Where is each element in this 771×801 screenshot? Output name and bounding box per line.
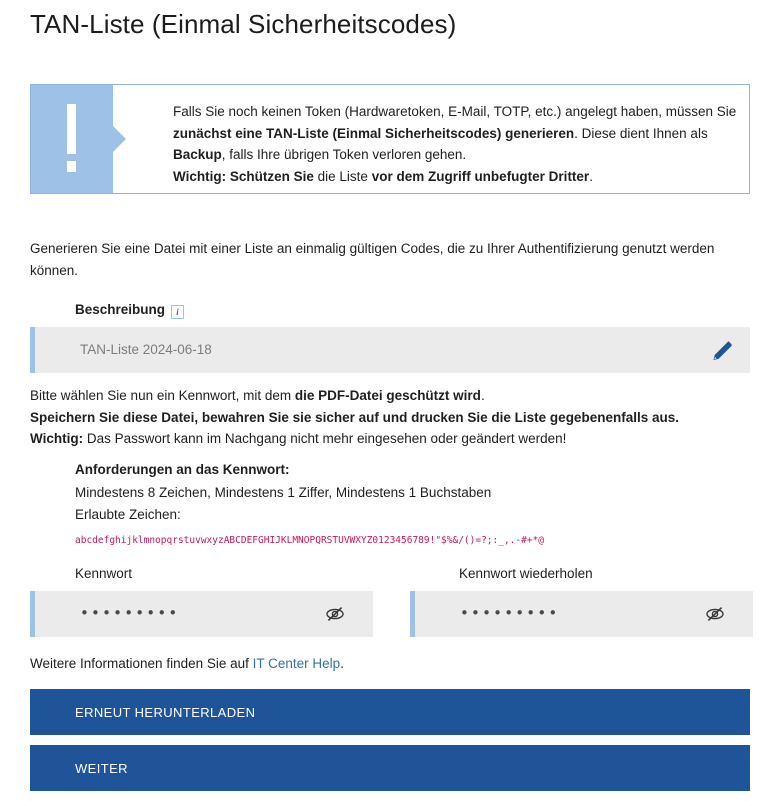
description-value: TAN-Liste 2024-06-18 <box>80 342 212 357</box>
alert-line1-prefix: Falls Sie noch keinen Token (Hardwaretoken, E-Mail, TOTP, etc.) angelegt haben, müssen Sie <box>173 104 737 119</box>
alert-line3-bold-b: vor dem Zugriff unbefugter Dritter <box>371 168 590 184</box>
alert-line1-suffix: . Diese dient Ihnen als <box>574 125 708 141</box>
alert-line3-end: . <box>589 168 593 184</box>
info-icon[interactable]: i <box>171 305 184 319</box>
instr-line2-bold: Speichern Sie diese Datei, bewahren Sie sie sicher auf und drucken Sie die Liste gegebenenfalls aus. <box>30 409 679 425</box>
password-requirements <box>75 459 735 552</box>
instr-line1-bold: die PDF-Datei geschützt wird <box>294 388 481 403</box>
eye-off-icon-repeat[interactable] <box>705 604 725 624</box>
eye-off-icon[interactable] <box>325 604 345 624</box>
alert-line2-suffix: , falls Ihre übrigen Token verloren gehen. <box>221 147 467 162</box>
alert-arrow-decoration <box>113 126 126 152</box>
password-input[interactable] <box>30 591 373 637</box>
password-repeat-masked-value: ••••••••• <box>460 604 560 622</box>
description-label <box>75 302 184 319</box>
alert-line3-bold-a: Wichtig: Schützen Sie <box>173 168 314 184</box>
password-label: Kennwort <box>75 566 133 581</box>
allowed-chars-value: abcdefghijklmnopqrstuvwxyzABCDEFGHIJKLMNOPQRSTUVWXYZ0123456789!"$%&/()=?;:_,.-#+*@ <box>75 534 544 546</box>
password-repeat-label: Kennwort wiederholen <box>459 566 593 581</box>
pencil-icon[interactable] <box>708 338 734 364</box>
alert-line1-bold: zunächst eine TAN-Liste (Einmal Sicherheitscodes) generieren <box>173 125 575 141</box>
info-alert-box <box>30 84 750 194</box>
instr-line1-suffix: . <box>480 388 485 403</box>
requirements-title: Anforderungen an das Kennwort: <box>75 462 290 477</box>
password-instructions <box>30 385 740 450</box>
page-title: TAN-Liste (Einmal Sicherheitscodes) <box>30 9 457 39</box>
instr-line3-rest: Das Passwort kann im Nachgang nicht mehr eingesehen oder geändert werden! <box>83 431 567 446</box>
footer-note <box>30 656 344 671</box>
description-label-text: Beschreibung <box>75 302 166 317</box>
footer-note-suffix: . <box>340 656 344 671</box>
description-field[interactable] <box>30 327 750 373</box>
download-again-button[interactable]: ERNEUT HERUNTERLADEN <box>30 689 750 735</box>
footer-note-prefix: Weitere Informationen finden Sie auf <box>30 656 253 671</box>
alert-message <box>173 101 739 187</box>
alert-line2-bold: Backup <box>173 147 222 162</box>
allowed-chars-label: Erlaubte Zeichen: <box>75 507 181 522</box>
instr-line1-prefix: Bitte wählen Sie nun ein Kennwort, mit dem <box>30 388 295 403</box>
password-repeat-input[interactable] <box>410 591 753 637</box>
intro-paragraph: Generieren Sie eine Datei mit einer Liste an einmalig gültigen Codes, die zu Ihrer Authentifizierung genutzt werden können. <box>30 241 715 278</box>
exclamation-mark-icon <box>31 85 113 193</box>
next-button[interactable]: WEITER <box>30 745 750 791</box>
alert-line3-mid: die Liste <box>313 168 372 184</box>
instr-line3-bold: Wichtig: <box>30 431 84 446</box>
password-masked-value: ••••••••• <box>80 604 180 622</box>
requirements-rules: Mindestens 8 Zeichen, Mindestens 1 Ziffer, Mindestens 1 Buchstaben <box>75 484 492 500</box>
it-center-help-link[interactable]: IT Center Help <box>252 656 341 671</box>
